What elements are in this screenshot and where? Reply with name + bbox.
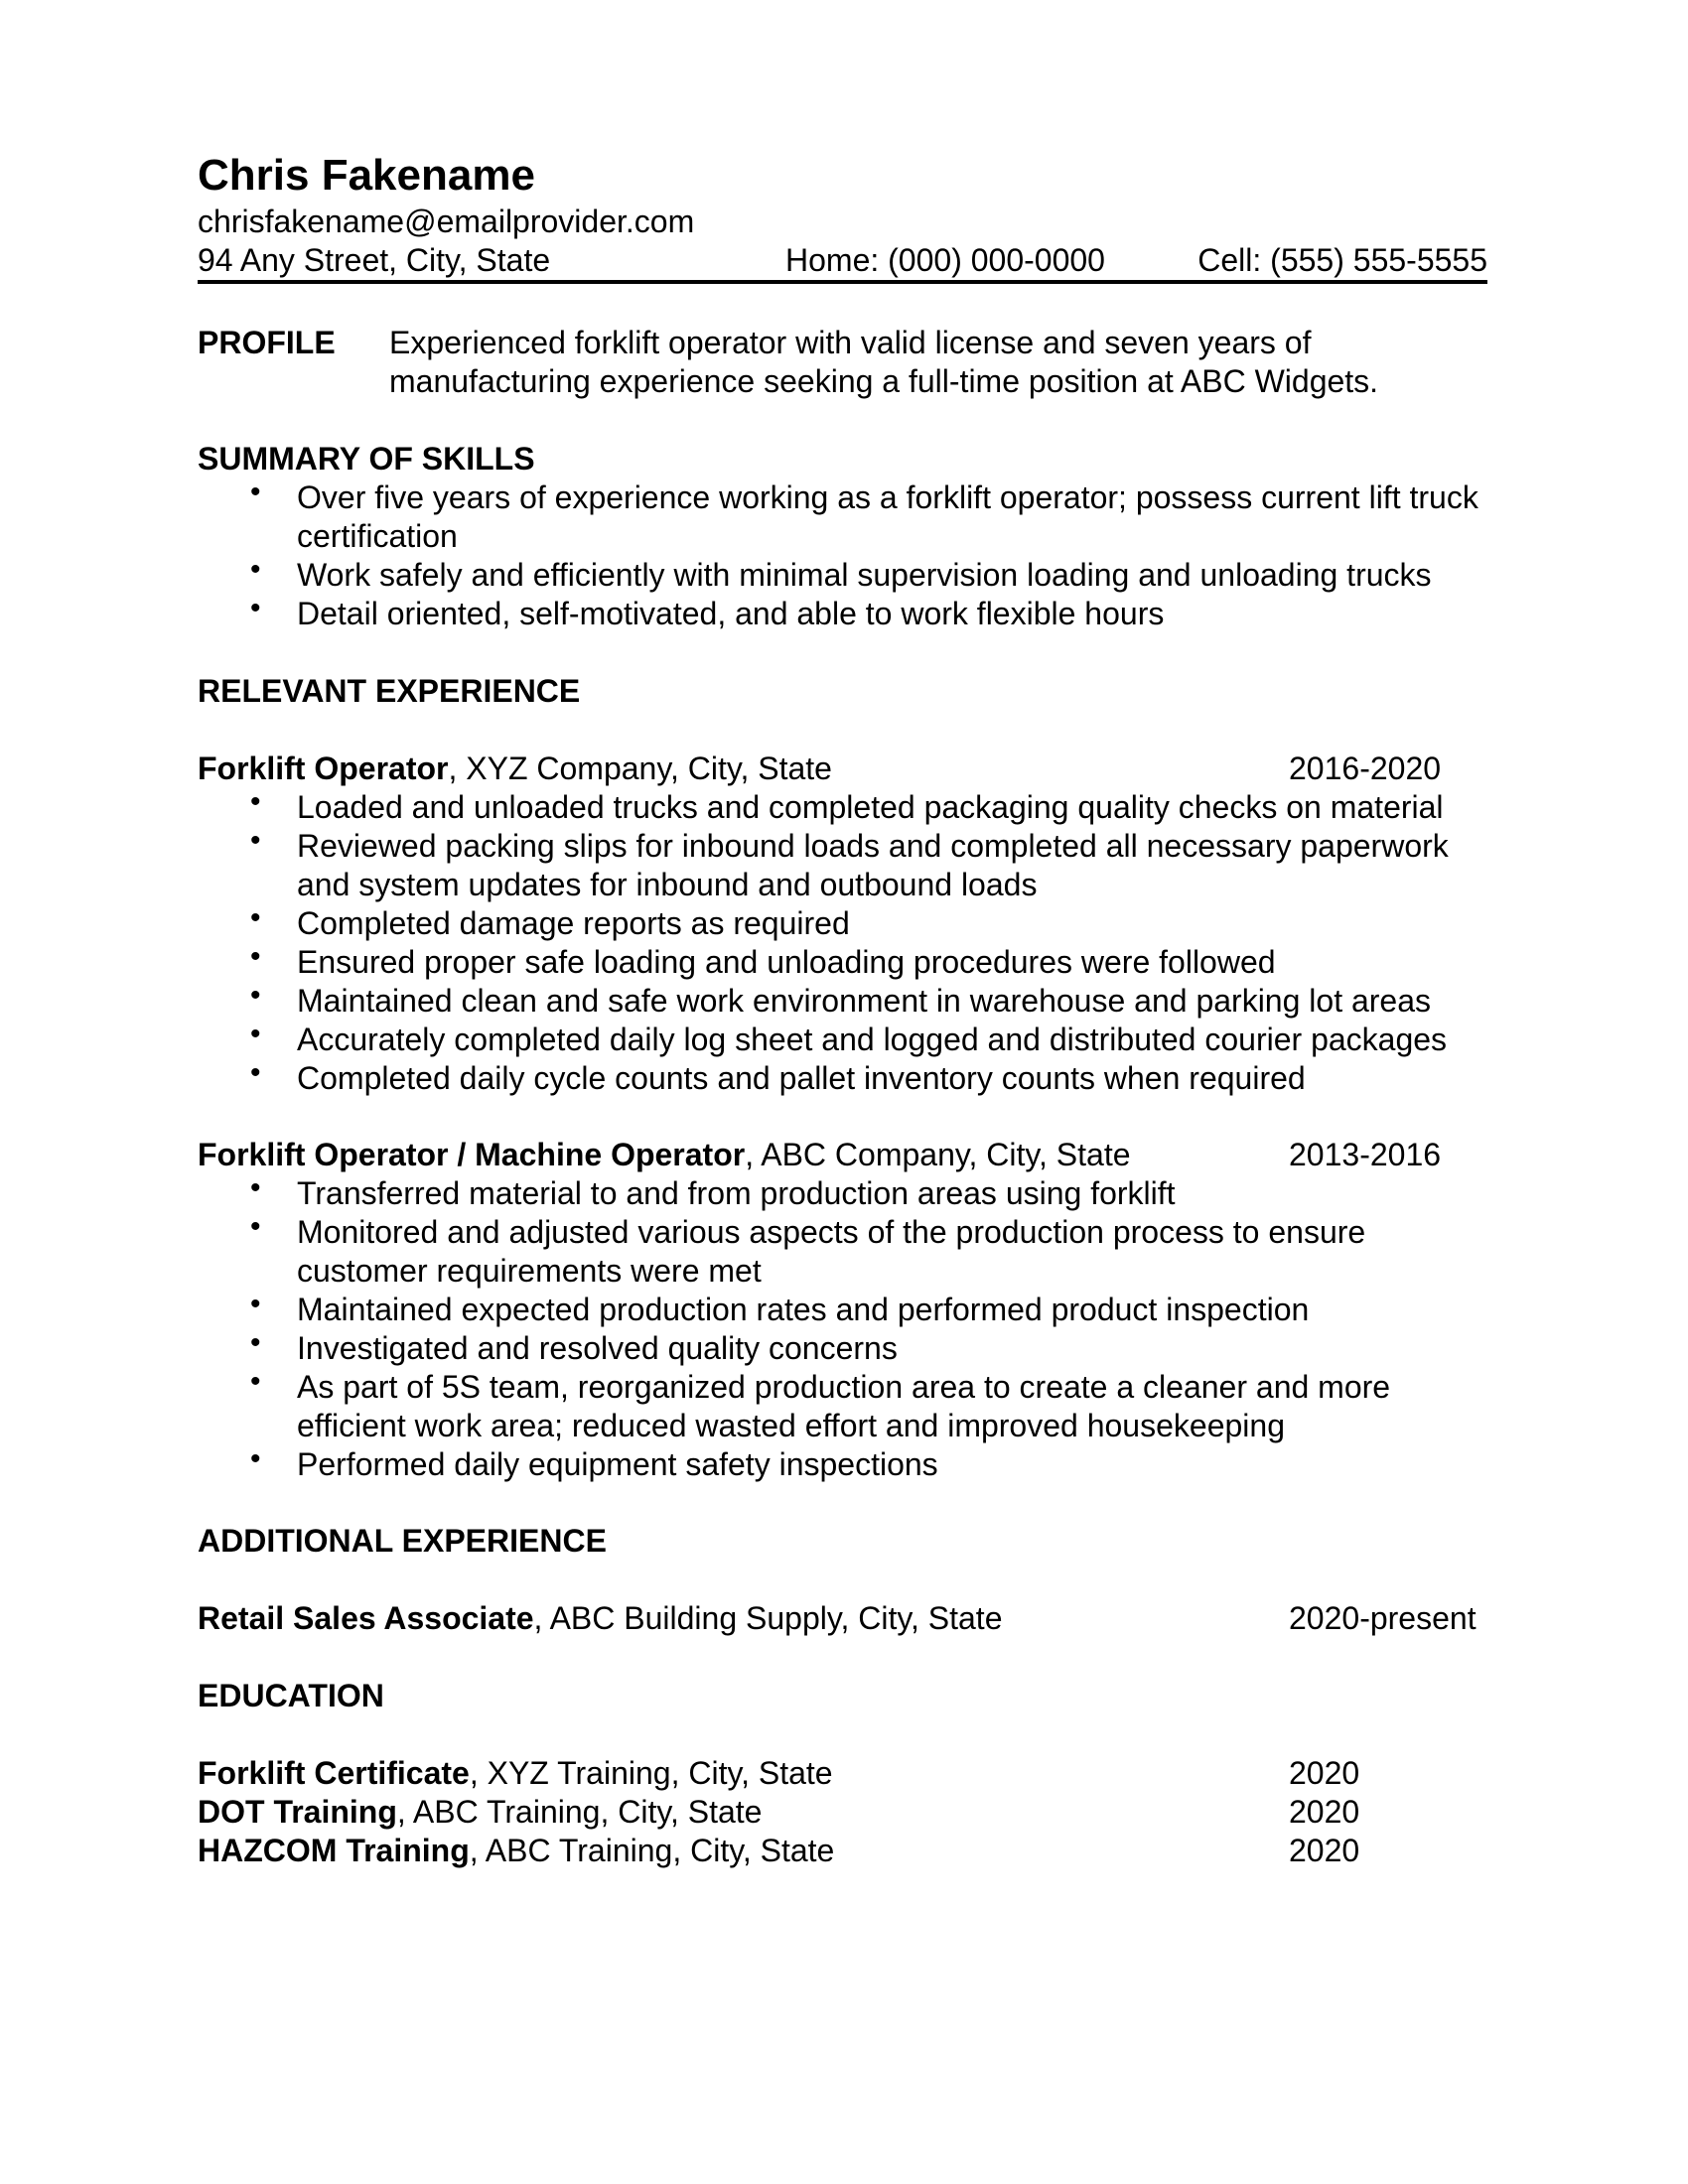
list-item bbox=[198, 1056, 1488, 1098]
bullet-icon: • bbox=[250, 553, 261, 586]
education-year: 2020 bbox=[1289, 1794, 1360, 1830]
job-title: Forklift Operator / Machine Operator bbox=[198, 1137, 746, 1172]
resume-page bbox=[198, 149, 1487, 1870]
list-item bbox=[198, 940, 1488, 982]
job-employer: , XYZ Company, City, State bbox=[448, 751, 832, 786]
job-dates: 2016-2020 bbox=[1289, 751, 1442, 786]
skills-heading: SUMMARY OF SKILLS bbox=[198, 441, 535, 477]
education-year: 2020 bbox=[1289, 1755, 1360, 1791]
contact-row bbox=[198, 240, 1487, 284]
duty-text: Loaded and unloaded trucks and completed packaging quality checks on material bbox=[297, 789, 1444, 825]
list-item bbox=[198, 1442, 1488, 1484]
list-item bbox=[198, 1365, 1488, 1445]
list-item bbox=[198, 1171, 1488, 1213]
duty-text: Maintained expected production rates and performed product inspection bbox=[297, 1292, 1310, 1327]
bullet-icon: • bbox=[250, 1326, 261, 1359]
duty-text: Reviewed packing slips for inbound loads and completed all necessary paperwork and system updates for inbound and outbound loads bbox=[297, 828, 1449, 902]
skill-text: Work safely and efficiently with minimal supervision loading and unloading trucks bbox=[297, 557, 1432, 593]
list-item bbox=[198, 1018, 1488, 1059]
duty-text: Investigated and resolved quality concerns bbox=[297, 1330, 898, 1366]
candidate-email: chrisfakename@emailprovider.com bbox=[198, 204, 695, 239]
duty-text: Monitored and adjusted various aspects of the production process to ensure customer requirements were met bbox=[297, 1214, 1366, 1289]
additional-experience-heading: ADDITIONAL EXPERIENCE bbox=[198, 1523, 607, 1559]
list-item bbox=[198, 901, 1488, 943]
skill-text: Detail oriented, self-motivated, and able to work flexible hours bbox=[297, 596, 1165, 631]
job-dates: 2013-2016 bbox=[1289, 1137, 1442, 1172]
list-item bbox=[198, 785, 1488, 827]
education-title: DOT Training bbox=[198, 1794, 397, 1830]
bullet-icon: • bbox=[250, 901, 261, 934]
cell-phone: Cell: (555) 555-5555 bbox=[1197, 242, 1487, 278]
bullet-icon: • bbox=[250, 979, 261, 1012]
education-detail: , ABC Training, City, State bbox=[469, 1833, 835, 1868]
bullet-icon: • bbox=[250, 592, 261, 624]
profile-label: PROFILE bbox=[198, 325, 336, 360]
list-item bbox=[198, 592, 1488, 633]
job-entry bbox=[198, 1599, 1487, 1638]
skill-text: Over five years of experience working as a forklift operator; possess current lift truck certification bbox=[297, 479, 1478, 554]
job-employer: , ABC Building Supply, City, State bbox=[533, 1600, 1003, 1636]
duty-text: Accurately completed daily log sheet and logged and distributed courier packages bbox=[297, 1022, 1448, 1057]
list-item bbox=[198, 824, 1488, 904]
job-entry bbox=[198, 1136, 1487, 1174]
education-title: Forklift Certificate bbox=[198, 1755, 470, 1791]
bullet-icon: • bbox=[250, 1018, 261, 1050]
skills-list bbox=[198, 478, 1487, 633]
bullet-icon: • bbox=[250, 1210, 261, 1243]
education-entry bbox=[198, 1832, 1487, 1870]
job-duties-list bbox=[198, 1171, 1487, 1484]
duty-text: Maintained clean and safe work environment in warehouse and parking lot areas bbox=[297, 983, 1432, 1019]
list-item bbox=[198, 1326, 1488, 1368]
duty-text: Completed daily cycle counts and pallet inventory counts when required bbox=[297, 1060, 1306, 1096]
candidate-name: Chris Fakename bbox=[198, 151, 535, 200]
education-entry bbox=[198, 1754, 1487, 1793]
bullet-icon: • bbox=[250, 824, 261, 857]
resume-header bbox=[198, 149, 1487, 284]
job-dates: 2020-present bbox=[1289, 1600, 1477, 1636]
profile-section bbox=[198, 324, 1487, 403]
job-employer: , ABC Company, City, State bbox=[745, 1137, 1131, 1172]
bullet-icon: • bbox=[250, 940, 261, 973]
list-item bbox=[198, 1210, 1488, 1291]
bullet-icon: • bbox=[250, 1288, 261, 1320]
duty-text: Transferred material to and from production areas using forklift bbox=[297, 1175, 1176, 1211]
bullet-icon: • bbox=[250, 785, 261, 818]
education-heading: EDUCATION bbox=[198, 1678, 384, 1713]
duty-text: Ensured proper safe loading and unloading procedures were followed bbox=[297, 944, 1276, 980]
education-entry bbox=[198, 1793, 1487, 1832]
bullet-icon: • bbox=[250, 1365, 261, 1398]
list-item bbox=[198, 1288, 1488, 1329]
education-detail: , XYZ Training, City, State bbox=[469, 1755, 833, 1791]
job-entry bbox=[198, 750, 1487, 788]
list-item bbox=[198, 553, 1488, 595]
bullet-icon: • bbox=[250, 476, 261, 508]
job-title: Forklift Operator bbox=[198, 751, 449, 786]
candidate-address: 94 Any Street, City, State bbox=[198, 242, 551, 278]
duty-text: As part of 5S team, reorganized production area to create a cleaner and more efficient work area; reduced wasted effort and improved housekeeping bbox=[297, 1369, 1391, 1443]
education-title: HAZCOM Training bbox=[198, 1833, 470, 1868]
home-phone: Home: (000) 000-0000 bbox=[785, 242, 1105, 278]
bullet-icon: • bbox=[250, 1442, 261, 1475]
job-duties-list bbox=[198, 785, 1487, 1098]
education-detail: , ABC Training, City, State bbox=[396, 1794, 763, 1830]
profile-text: Experienced forklift operator with valid license and seven years of manufacturing experience seeking a full-time position at ABC Widgets. bbox=[389, 325, 1379, 399]
duty-text: Performed daily equipment safety inspections bbox=[297, 1446, 938, 1482]
list-item bbox=[198, 478, 1488, 556]
duty-text: Completed damage reports as required bbox=[297, 905, 850, 941]
job-title: Retail Sales Associate bbox=[198, 1600, 534, 1636]
education-year: 2020 bbox=[1289, 1833, 1360, 1868]
relevant-experience-heading: RELEVANT EXPERIENCE bbox=[198, 673, 581, 709]
list-item bbox=[198, 979, 1488, 1021]
bullet-icon: • bbox=[250, 1171, 261, 1204]
bullet-icon: • bbox=[250, 1056, 261, 1089]
